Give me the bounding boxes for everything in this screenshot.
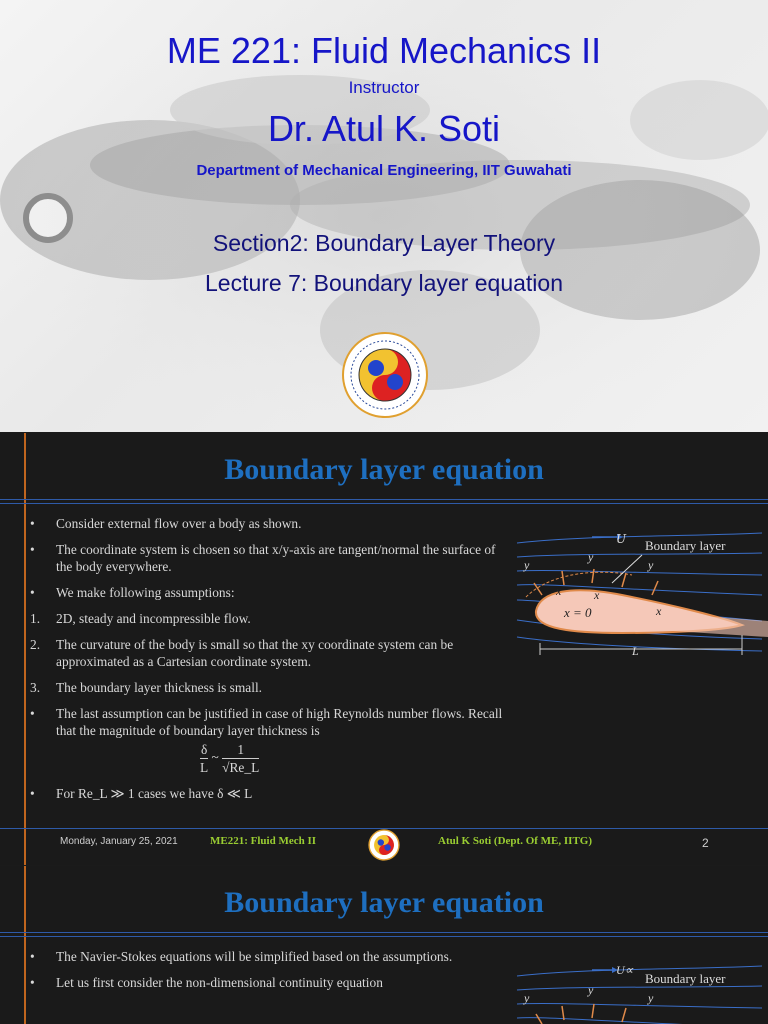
svg-text:y: y <box>524 558 530 572</box>
department: Department of Mechanical Engineering, IIT Guwahati <box>196 162 572 179</box>
list-item: 3. The boundary layer thickness is small. <box>30 680 263 695</box>
svg-text:y: y <box>588 983 594 997</box>
title-divider-2 <box>0 936 768 937</box>
footer-course: ME221: Fluid Mech II <box>210 835 317 847</box>
title-slide <box>0 0 768 432</box>
lecture-title: Lecture 7: Boundary layer equation <box>204 270 564 296</box>
list-item: • The coordinate system is chosen so that x/y-axis are tangent/normal the surface of the body everywhere. <box>30 542 496 574</box>
page-number: 2 <box>702 836 709 850</box>
course-title: ME 221: Fluid Mechanics II <box>166 30 602 71</box>
svg-text:x: x <box>556 584 562 598</box>
list-item: • We make following assumptions: <box>30 585 235 600</box>
svg-text:y: y <box>588 550 594 564</box>
list-item: • Let us first consider the non-dimensional continuity equation <box>30 975 383 990</box>
list-item: 1. 2D, steady and incompressible flow. <box>30 611 251 626</box>
footer-author: Atul K Soti (Dept. Of ME, IITG) <box>438 835 592 847</box>
bullet-list <box>30 948 506 1000</box>
boundary-layer-label: Boundary layer <box>645 971 726 986</box>
svg-text:x: x <box>656 604 662 618</box>
slide-border-left <box>24 433 26 865</box>
title-divider <box>0 932 768 933</box>
slide-title: Boundary layer equation <box>224 453 544 486</box>
origin-label: x = 0 <box>564 605 592 620</box>
list-item: • The last assumption can be justified in case of high Reynolds number flows. Recall that the magnitude of boundary layer thickness is <box>30 706 503 738</box>
svg-text:y: y <box>524 991 530 1005</box>
instructor-label: Instructor <box>348 78 420 97</box>
list-item: 2. The curvature of the body is small so that the xy coordinate system can be approximated as a Cartesian coordinate system. <box>30 637 454 669</box>
title-divider-2 <box>0 503 768 504</box>
freestream-velocity-label: U <box>616 532 627 546</box>
boundary-layer-figure <box>512 958 768 1024</box>
footer-date: Monday, January 25, 2021 <box>60 836 178 847</box>
list-item: • Consider external flow over a body as shown. <box>30 516 302 531</box>
boundary-layer-label: Boundary layer <box>645 538 726 553</box>
list-item: • The Navier-Stokes equations will be simplified based on the assumptions. <box>30 949 453 964</box>
title-divider <box>0 499 768 500</box>
bullet-list <box>30 515 506 811</box>
content-slide-2 <box>0 433 768 865</box>
slide-title: Boundary layer equation <box>224 886 544 919</box>
list-item: • For Re_L ≫ 1 cases we have δ ≪ L <box>30 786 253 801</box>
freestream-velocity-label: U∝ <box>616 963 634 977</box>
section-title: Section2: Boundary Layer Theory <box>212 230 556 256</box>
iitg-logo-small <box>368 829 400 861</box>
instructor-name: Dr. Atul K. Soti <box>267 108 501 149</box>
bl-thickness-equation: $\frac{\delta}{L}$ ~ $\frac{1}{√Re\_L}$ <box>200 742 260 775</box>
content-slide-3 <box>0 866 768 1024</box>
svg-text:y: y <box>648 991 654 1005</box>
iitg-logo <box>340 330 430 420</box>
length-label: L <box>632 644 639 658</box>
svg-text:x: x <box>594 588 600 602</box>
svg-text:y: y <box>648 558 654 572</box>
boundary-layer-figure <box>512 525 768 665</box>
